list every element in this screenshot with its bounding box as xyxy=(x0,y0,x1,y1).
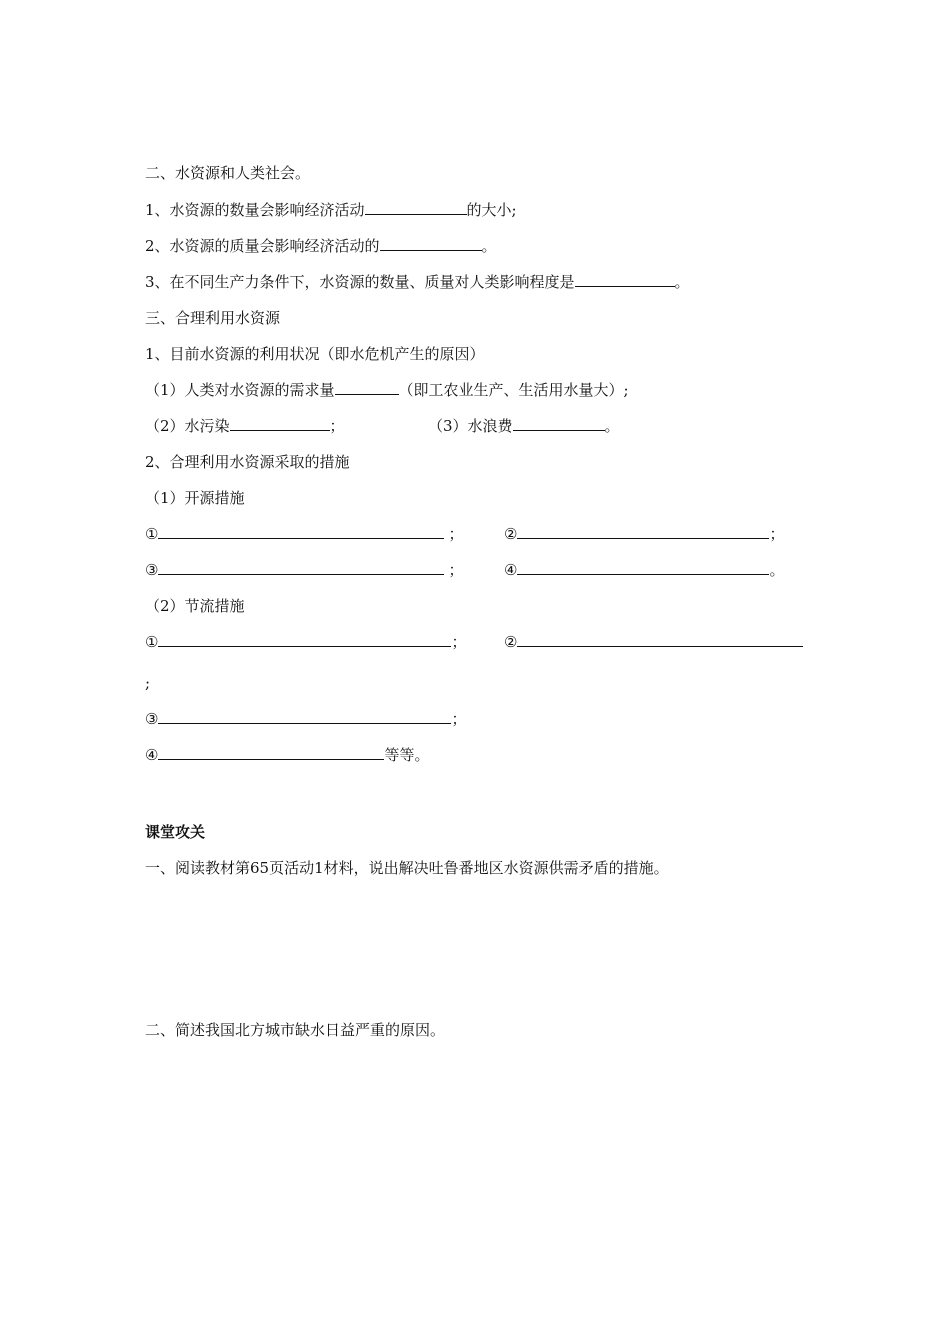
open-measure-4 xyxy=(504,559,784,581)
save-3-blank[interactable] xyxy=(158,708,451,724)
save-measure-2 xyxy=(504,631,803,653)
sub1-c-blank[interactable] xyxy=(513,415,605,431)
section3-sub2: 2、合理利用水资源采取的措施 xyxy=(145,453,350,471)
circled-number: ③ xyxy=(145,561,159,579)
semicolon: ； xyxy=(769,525,785,543)
circled-number: ④ xyxy=(145,746,159,764)
circled-number: ① xyxy=(145,525,159,543)
period: 。 xyxy=(769,561,785,579)
section3-sub1-a xyxy=(145,379,629,401)
open-4-blank[interactable] xyxy=(517,559,769,575)
section2-item2 xyxy=(145,235,497,257)
open-3-blank[interactable] xyxy=(158,559,444,575)
sub1-a-blank[interactable] xyxy=(335,379,399,395)
sub1-a-suffix: （即工农业生产、生活用水量大）; xyxy=(398,381,629,399)
stray-semicolon: ; xyxy=(145,674,151,692)
item2-blank[interactable] xyxy=(380,235,482,251)
item3-blank[interactable] xyxy=(575,271,675,287)
item1-suffix: 的大小; xyxy=(466,201,517,219)
item1-text: 1、水资源的数量会影响经济活动 xyxy=(145,201,365,219)
item2-suffix: 。 xyxy=(481,237,497,255)
open-1-blank[interactable] xyxy=(158,523,444,539)
section3-sub1: 1、目前水资源的利用状况（即水危机产生的原因） xyxy=(145,345,485,363)
section2-heading: 二、水资源和人类社会。 xyxy=(145,164,311,182)
semicolon: ； xyxy=(448,561,464,579)
etc-text: 等等。 xyxy=(384,746,430,764)
open-2-blank[interactable] xyxy=(517,523,769,539)
section2-item1 xyxy=(145,199,517,221)
sub1-a-text: （1）人类对水资源的需求量 xyxy=(145,381,335,399)
item1-blank[interactable] xyxy=(365,199,467,215)
sub1-b-suffix: ； xyxy=(329,417,345,435)
practice-question-1: 一、阅读教材第65页活动1材料，说出解决吐鲁番地区水资源供需矛盾的措施。 xyxy=(145,859,669,877)
circled-number: ② xyxy=(504,525,518,543)
section2-item3 xyxy=(145,271,690,293)
section3-sub1-c xyxy=(428,415,620,437)
save-4-blank[interactable] xyxy=(158,744,384,760)
item3-text: 3、在不同生产力条件下，水资源的数量、质量对人类影响程度是 xyxy=(145,273,575,291)
item2-text: 2、水资源的质量会影响经济活动的 xyxy=(145,237,380,255)
open-measure-1 xyxy=(145,523,463,545)
semicolon: ； xyxy=(451,710,467,728)
save-2-blank[interactable] xyxy=(517,631,803,647)
open-source-heading: （1）开源措施 xyxy=(145,489,245,507)
semicolon: ； xyxy=(448,525,464,543)
save-1-blank[interactable] xyxy=(158,631,451,647)
save-measure-4 xyxy=(145,744,429,766)
open-measure-3 xyxy=(145,559,463,581)
item3-suffix: 。 xyxy=(674,273,690,291)
sub1-b-blank[interactable] xyxy=(230,415,330,431)
open-measure-2 xyxy=(504,523,784,545)
circled-number: ② xyxy=(504,633,518,651)
practice-title: 课堂攻关 xyxy=(145,823,206,841)
sub1-b-text: （2）水污染 xyxy=(145,417,230,435)
circled-number: ③ xyxy=(145,710,159,728)
section3-heading: 三、合理利用水资源 xyxy=(145,309,281,327)
save-measure-3 xyxy=(145,708,466,730)
circled-number: ④ xyxy=(504,561,518,579)
semicolon: ； xyxy=(451,633,467,651)
circled-number: ① xyxy=(145,633,159,651)
save-measure-1 xyxy=(145,631,466,653)
section3-sub1-b xyxy=(145,415,345,437)
sub1-c-text: （3）水浪费 xyxy=(428,417,513,435)
practice-question-2: 二、简述我国北方城市缺水日益严重的原因。 xyxy=(145,1021,446,1039)
sub1-c-suffix: 。 xyxy=(604,417,620,435)
save-water-heading: （2）节流措施 xyxy=(145,597,245,615)
